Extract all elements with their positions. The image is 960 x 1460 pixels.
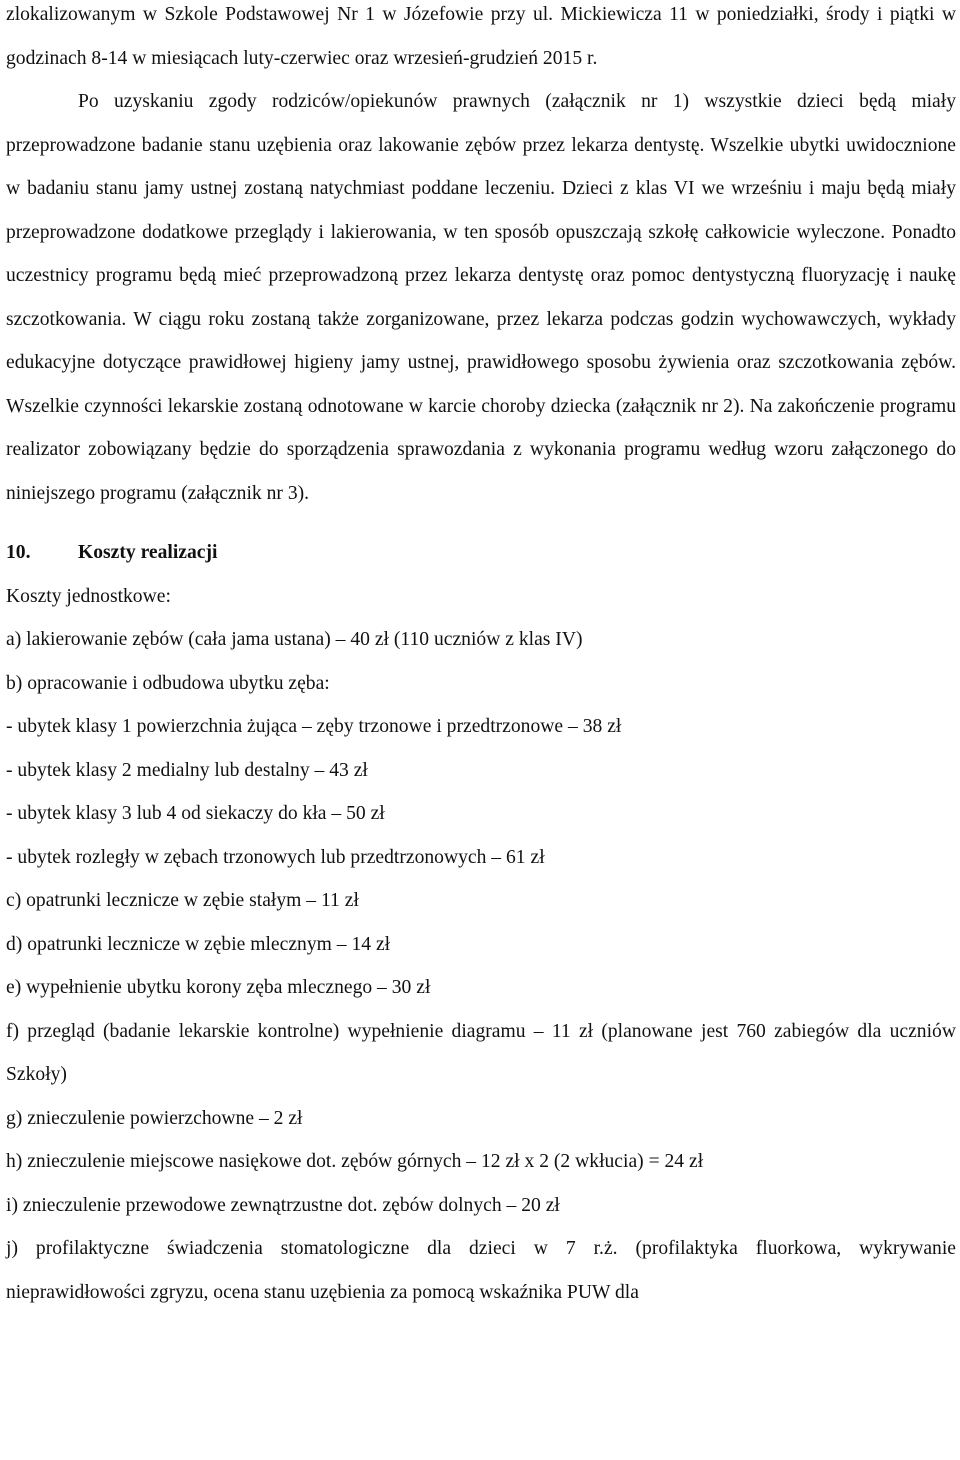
list-item: g) znieczulenie powierzchowne – 2 zł xyxy=(6,1107,303,1129)
list-item: - ubytek klasy 2 medialny lub destalny – 43 zł xyxy=(6,759,368,781)
list-item: h) znieczulenie miejscowe nasiękowe dot. zębów górnych – 12 zł x 2 (2 wkłucia) = 24 zł xyxy=(6,1151,704,1172)
section-number: 10. xyxy=(6,542,31,563)
list-item: b) opracowanie i odbudowa ubytku zęba: xyxy=(6,672,330,694)
list-item: - ubytek klasy 1 powierzchnia żująca – zęby trzonowe i przedtrzonowe – 38 zł xyxy=(6,716,622,737)
cost-list xyxy=(6,618,956,1314)
list-item: i) znieczulenie przewodowe zewnątrzustne dot. zębów dolnych – 20 zł xyxy=(6,1194,560,1216)
costs-label: Koszty jednostkowe: xyxy=(6,585,171,607)
list-item: e) wypełnienie ubytku korony zęba mlecznego – 30 zł xyxy=(6,977,431,998)
list-item: a) lakierowanie zębów (cała jama ustana) – 40 zł (110 uczniów z klas IV) xyxy=(6,629,583,650)
paragraph-program-description: Po uzyskaniu zgody rodziców/opiekunów prawnych (załącznik nr 1) wszystkie dzieci będą miały przeprowadzone badanie stanu uzębienia oraz lakowanie zębów przez lekarza dentystę. Wszelkie ubytki uwidocznione w badaniu stanu jamy ustnej zostaną natychmiast poddane leczeniu. Dzieci z klas VI we wrześniu i maju będą miały przeprowadzone dodatkowe przeglądy i lakierowania, w ten sposób opuszczają szkołę całkowicie wyleczone. Ponadto uczestnicy programu będą mieć przeprowadzoną przez lekarza dentystę oraz pomoc dentystyczną fluoryzację i naukę szczotkowania. W ciągu roku zostaną także zorganizowane, przez lekarza podczas godzin wychowawczych, wykłady edukacyjne dotyczące prawidłowej higieny jamy ustnej, prawidłowego sposobu żywienia oraz szczotkowania zębów. Wszelkie czynności lekarskie zostaną odnotowane w karcie choroby dziecka (załącznik nr 2). Na zakończenie programu realizator zobowiązany będzie do sporządzenia sprawozdania z wykonania programu według wzoru załączonego do niniejszego programu (załącznik nr 3). xyxy=(6,91,956,504)
list-item: f) przegląd (badanie lekarskie kontrolne) wypełnienie diagramu – 11 zł (planowane jest 760 zabiegów dla uczniów Szkoły) xyxy=(6,1020,956,1085)
list-item: - ubytek klasy 3 lub 4 od siekaczy do kła – 50 zł xyxy=(6,803,385,824)
paragraph-location: zlokalizowanym w Szkole Podstawowej Nr 1 w Józefowie przy ul. Mickiewicza 11 w poniedziałki, środy i piątki w godzinach 8-14 w miesiącach luty-czerwiec oraz wrzesień-grudzień 2015 r. xyxy=(6,4,956,69)
section-title: Koszty realizacji xyxy=(78,542,218,563)
section-heading xyxy=(6,531,956,575)
list-item: j) profilaktyczne świadczenia stomatologiczne dla dzieci w 7 r.ż. (profilaktyka fluorkowa, wykrywanie nieprawidłowości zgryzu, ocena stanu uzębienia za pomocą wskaźnika PUW dla xyxy=(6,1238,956,1303)
list-item: - ubytek rozległy w zębach trzonowych lub przedtrzonowych – 61 zł xyxy=(6,846,545,868)
list-item: c) opatrunki lecznicze w zębie stałym – 11 zł xyxy=(6,890,359,911)
document-page xyxy=(6,0,956,1314)
list-item: d) opatrunki lecznicze w zębie mlecznym – 14 zł xyxy=(6,933,391,955)
